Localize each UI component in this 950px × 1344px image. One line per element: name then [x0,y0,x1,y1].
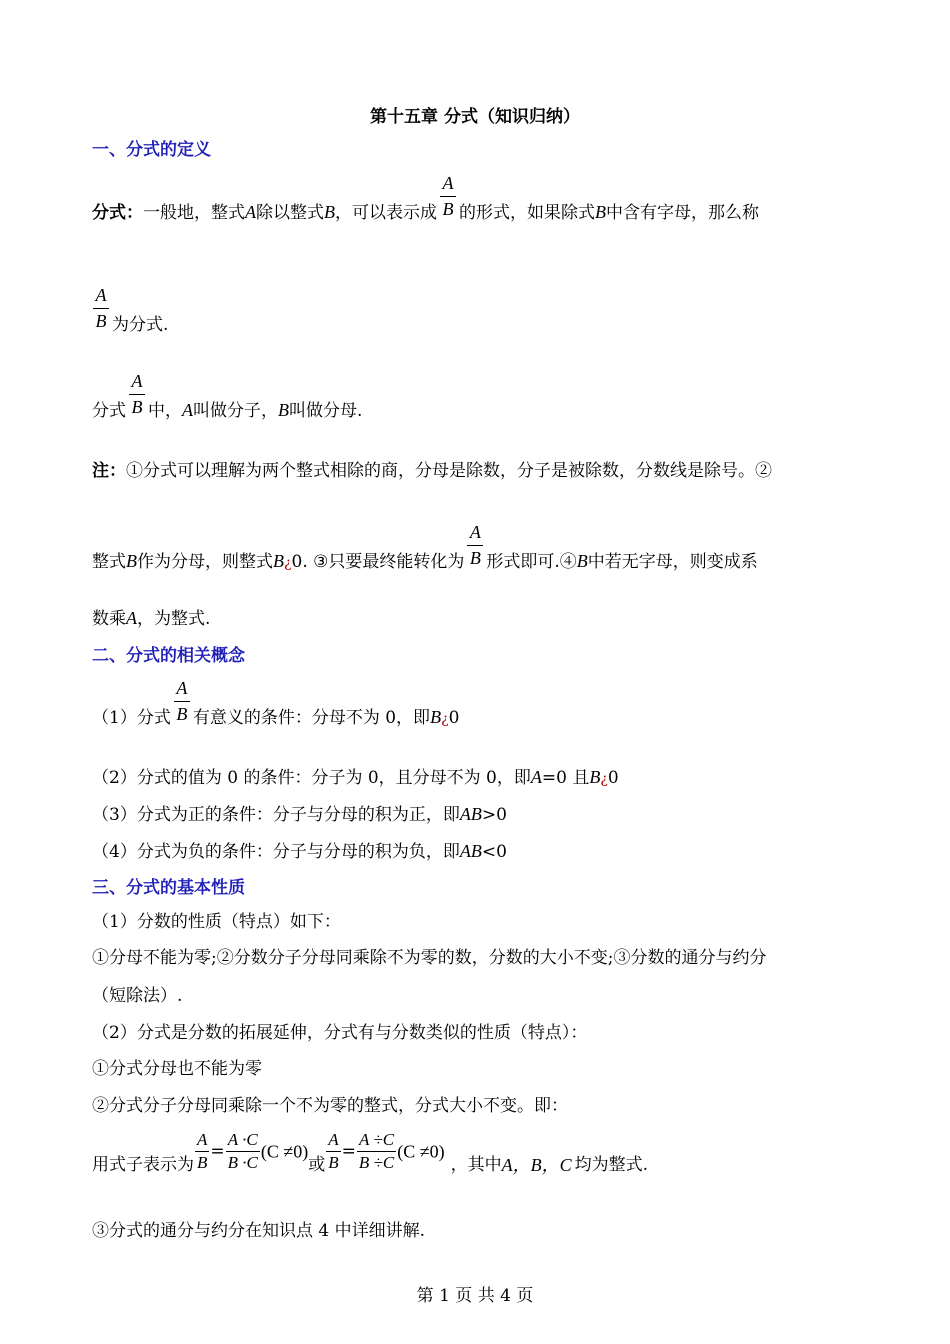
fraction-a-over-b: $\frac{A}{B}$ [466,549,484,567]
condition-meaningful: （1）分式 $\frac{A}{B}$ 有意义的条件：分母不为 0，即B¿0 [92,678,460,728]
condition-zero: （2）分式的值为 0 的条件：分子为 0，且分母不为 0，即A=0 且B¿0 [92,767,619,788]
fraction-a-over-b: $\frac{A}{B}$ [173,705,191,723]
fraction-a-over-b: $\frac{A}{B}$ [439,200,457,218]
formula-condition: (C ≠0) [397,1141,445,1162]
props-line-6: ②分式分子分母同乘除一个不为零的整式，分式大小不变。即： [92,1096,568,1116]
fraction-a-over-b: $\frac{A}{B}$ [92,312,110,330]
props-line-3: （短除法）. [92,986,183,1006]
condition-negative: （4）分式为负的条件：分子与分母的积为负，即AB<0 [92,841,507,862]
note-line-1: 注：①分式可以理解为两个整式相除的商，分母是除数，分子是被除数，分数线是除号。② [92,461,772,481]
props-line-5: ①分式分母也不能为零 [92,1059,262,1079]
note-label: 注： [92,461,126,481]
numerator-denominator-line: 分式 $\frac{A}{B}$ 中，A叫做分子，B叫做分母. [92,371,363,421]
formula-frac-div: $\frac{A \div C}{B \div C}$ [358,1130,395,1172]
props-line-8: ③分式的通分与约分在知识点 4 中详细讲解. [92,1221,426,1241]
section-heading-concepts: 二、分式的相关概念 [92,646,245,666]
props-line-4: （2）分式是分数的拓展延伸，分式有与分数类似的性质（特点）： [92,1023,588,1043]
formula-frac-a-b: $\frac{A}{B}$ [328,1130,339,1172]
condition-positive: （3）分式为正的条件：分子与分母的积为正，即AB>0 [92,804,507,825]
section-heading-definition: 一、分式的定义 [92,140,211,160]
formula-frac-a-b: $\frac{A}{B}$ [197,1130,208,1172]
formula-condition: (C ≠0) [260,1141,309,1162]
fraction-a-over-b: $\frac{A}{B}$ [128,398,146,416]
definition-continuation: $\frac{A}{B}$ 为分式. [92,312,168,336]
note-line-2: 整式B作为分母，则整式B¿0. ③只要最终能转化为 $\frac{A}{B}$ 形式即可.④B中若无字母，则变成系 [92,522,758,572]
props-line-1: （1）分数的性质（特点）如下： [92,912,341,932]
note-line-3: 数乘A，为整式. [92,608,211,629]
definition-label: 分式： [92,203,143,223]
definition-line: 分式：一般地，整式A除以整式B，可以表示成 $\frac{A}{B}$ 的形式，如果除式B中含有字母，那么称 [92,173,759,223]
page-title: 第十五章 分式（知识归纳） [370,107,580,127]
props-line-2: ①分母不能为零;②分数分子分母同乘除不为零的数，分数的大小不变;③分数的通分与约分 [92,948,767,968]
section-heading-properties: 三、分式的基本性质 [92,878,245,898]
formula-frac-mult: $\frac{A \cdot C}{B \cdot C}$ [227,1130,258,1172]
page-footer: 第 1 页 共 4 页 [416,1286,534,1306]
formula-line: 用式子表示为 $\frac{A}{B}$ = $\frac{A \cdot C}{B \cdot C}$ (C ≠0)或 $\frac{A}{B}$ = $\frac{A \div C}{B \div C}$ (C ≠0)，其中A，B，C 均为整式. [92,1130,648,1175]
not-equal-glyph: ¿ [284,555,292,571]
